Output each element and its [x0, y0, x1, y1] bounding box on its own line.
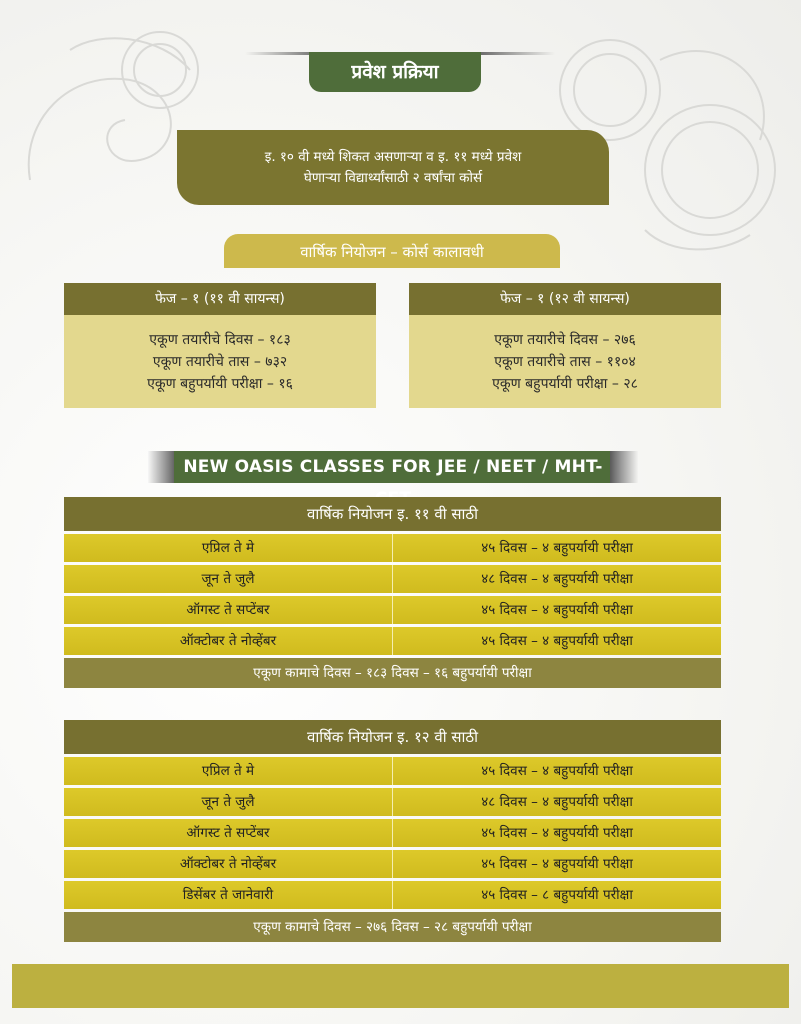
- phase-line: एकूण बहुपर्यायी परीक्षा – १६: [147, 375, 293, 392]
- section-title: [245, 46, 555, 94]
- table-cell-period: ऑगस्ट ते सप्टेंबर: [64, 596, 393, 624]
- table-cell-detail: ४८ दिवस – ४ बहुपर्यायी परीक्षा: [481, 794, 633, 810]
- table-cell-detail: ४५ दिवस – ४ बहुपर्यायी परीक्षा: [481, 825, 633, 841]
- banner-left-cap: [148, 451, 176, 483]
- table-cell-period: ऑगस्ट ते सप्टेंबर: [64, 819, 393, 847]
- classes-banner: [148, 451, 638, 483]
- phase-line: एकूण तयारीचे दिवस – २७६: [494, 331, 636, 348]
- page-title: प्रवेश प्रक्रिया: [309, 52, 481, 92]
- table-cell-period: ऑक्टोबर ते नोव्हेंबर: [64, 850, 393, 878]
- banner-right-cap: [610, 451, 638, 483]
- phase-line: एकूण तयारीचे तास – ११०४: [494, 353, 636, 370]
- table-cell-period: एप्रिल ते मे: [64, 534, 393, 562]
- phase-card-12th: [409, 283, 721, 408]
- phase-heading: फेज – १ (११ वी सायन्स): [64, 283, 376, 315]
- phase-line: एकूण तयारीचे तास – ७३२: [152, 353, 288, 370]
- table-cell-period: ऑक्टोबर ते नोव्हेंबर: [64, 627, 393, 655]
- table-cell-period: जून ते जुलै: [64, 788, 393, 816]
- table-cell-detail: ४५ दिवस – ४ बहुपर्यायी परीक्षा: [481, 540, 633, 556]
- phase-body: [64, 315, 376, 408]
- table-cell-period: एप्रिल ते मे: [64, 757, 393, 785]
- table-row: [64, 819, 721, 847]
- table-cell-detail: ४५ दिवस – ४ बहुपर्यायी परीक्षा: [481, 856, 633, 872]
- table-row: [64, 534, 721, 562]
- table-cell-detail: ४५ दिवस – ४ बहुपर्यायी परीक्षा: [481, 763, 633, 779]
- intro-box: [177, 130, 609, 205]
- intro-line-1: इ. १० वी मध्ये शिकत असणाऱ्या व इ. ११ मध्ये प्रवेश: [264, 148, 522, 165]
- table-cell-detail: ४८ दिवस – ४ बहुपर्यायी परीक्षा: [481, 571, 633, 587]
- intro-line-2: घेणाऱ्या विद्यार्थ्यांसाठी २ वर्षांचा कोर्स: [303, 169, 483, 186]
- table-row: [64, 788, 721, 816]
- table-cell-detail: ४५ दिवस – ४ बहुपर्यायी परीक्षा: [481, 633, 633, 649]
- table-row: [64, 565, 721, 593]
- table-footer: एकूण कामाचे दिवस – १८३ दिवस – १६ बहुपर्यायी परीक्षा: [64, 658, 721, 688]
- table-row: [64, 881, 721, 909]
- table-row: [64, 757, 721, 785]
- table-footer: एकूण कामाचे दिवस – २७६ दिवस – २८ बहुपर्यायी परीक्षा: [64, 912, 721, 942]
- banner-text: NEW OASIS CLASSES FOR JEE / NEET / MHT-: [174, 451, 612, 483]
- phase-line: एकूण बहुपर्यायी परीक्षा – २८: [492, 375, 638, 392]
- table-cell-detail: ४५ दिवस – ४ बहुपर्यायी परीक्षा: [481, 602, 633, 618]
- table-row: [64, 596, 721, 624]
- annual-plan-heading: वार्षिक नियोजन – कोर्स कालावधी: [224, 234, 560, 268]
- bottom-bar: [12, 964, 789, 1008]
- schedule-table-11th: [64, 497, 721, 688]
- table-heading: वार्षिक नियोजन इ. १२ वी साठी: [64, 720, 721, 754]
- table-row: [64, 627, 721, 655]
- table-cell-period: जून ते जुलै: [64, 565, 393, 593]
- phase-body: [409, 315, 721, 408]
- table-cell-detail: ४५ दिवस – ८ बहुपर्यायी परीक्षा: [481, 887, 633, 903]
- table-row: [64, 850, 721, 878]
- table-heading: वार्षिक नियोजन इ. ११ वी साठी: [64, 497, 721, 531]
- table-cell-period: डिसेंबर ते जानेवारी: [64, 881, 393, 909]
- phase-heading: फेज – १ (१२ वी सायन्स): [409, 283, 721, 315]
- schedule-table-12th: [64, 720, 721, 942]
- phase-line: एकूण तयारीचे दिवस – १८३: [149, 331, 291, 348]
- phase-card-11th: [64, 283, 376, 408]
